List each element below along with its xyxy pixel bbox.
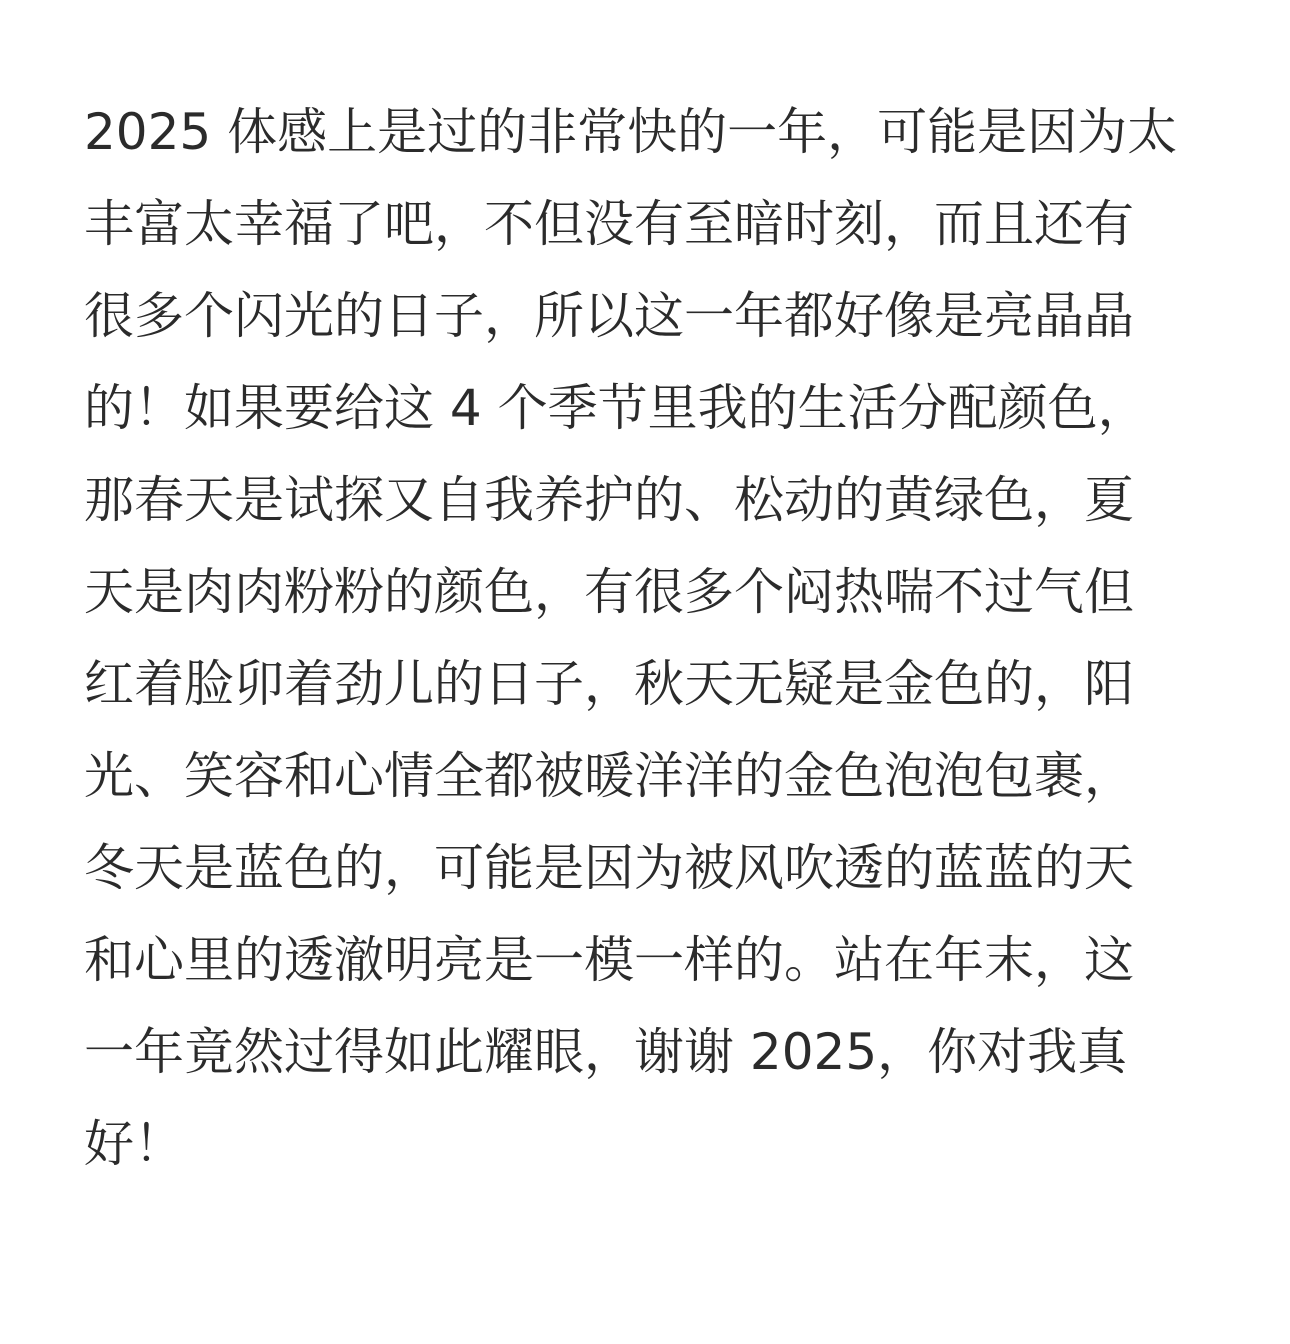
text-line: 好！ <box>84 1115 184 1173</box>
text-line: 丰富太幸福了吧，不但没有至暗时刻，而且还有 <box>84 195 1134 253</box>
text-line: 很多个闪光的日子，所以这一年都好像是亮晶晶 <box>84 287 1134 345</box>
text-line: 和心里的透澈明亮是一模一样的。站在年末，这 <box>84 931 1134 989</box>
text-line: 2025 体感上是过的非常快的一年，可能是因为太 <box>84 103 1178 161</box>
text-line: 红着脸卯着劲儿的日子，秋天无疑是金色的，阳 <box>84 655 1134 713</box>
text-line: 天是肉肉粉粉的颜色，有很多个闷热喘不过气但 <box>84 563 1134 621</box>
text-line: 的！如果要给这 4 个季节里我的生活分配颜色， <box>84 379 1148 437</box>
text-line: 那春天是试探又自我养护的、松动的黄绿色，夏 <box>84 471 1134 529</box>
text-line: 一年竟然过得如此耀眼，谢谢 2025，你对我真 <box>84 1023 1128 1081</box>
text-line: 光、笑容和心情全都被暖洋洋的金色泡泡包裹， <box>84 747 1134 805</box>
note-text <box>84 86 1224 1190</box>
text-line: 冬天是蓝色的，可能是因为被风吹透的蓝蓝的天 <box>84 839 1134 897</box>
